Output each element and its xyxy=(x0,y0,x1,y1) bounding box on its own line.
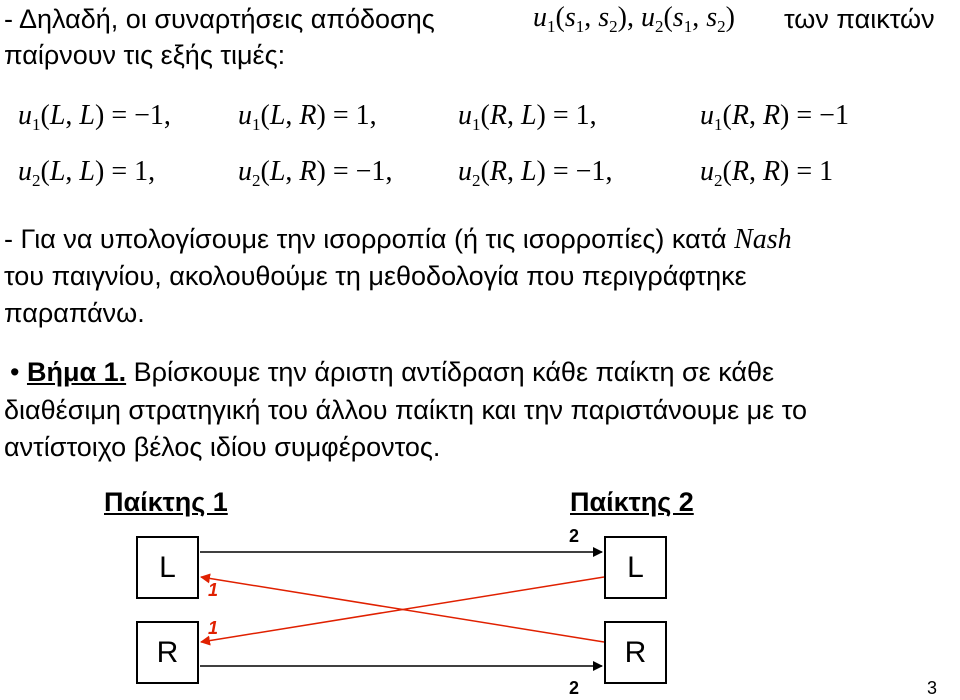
intro-suffix: των παικτών xyxy=(784,4,935,34)
p2-strategy-L: L xyxy=(604,536,667,599)
p2-arrow-top-label: 2 xyxy=(569,526,580,546)
intro-text: - Δηλαδή, οι συναρτήσεις απόδοσης xyxy=(4,4,435,34)
p1-arrow-bottom-label: 1 xyxy=(208,618,219,638)
p1-strategy-L: L xyxy=(136,536,199,599)
player-2-title: Παίκτης 2 xyxy=(570,487,694,517)
intro-line-2: παίρνουν τις εξής τιμές: xyxy=(4,40,286,70)
step-1-line-3: αντίστοιχο βέλος ιδίου συμφέροντος. xyxy=(4,432,441,462)
nash-term: Nash xyxy=(734,224,792,255)
method-line-1: - Για να υπολογίσουμε την ισορροπία (ή τις ισορροπίες) κατά Nash xyxy=(4,224,792,255)
method-line-3: παραπάνω. xyxy=(4,298,145,328)
payoff-u1-LR: $u_1(L$, R) = 1, xyxy=(238,100,377,134)
step-title: Βήμα 1. xyxy=(26,357,127,387)
payoff-u1-RR: $u_1(R$, R) = −1 xyxy=(700,100,849,134)
step-1-line-2: διαθέσιμη στρατηγική του άλλου παίκτη και την παριστάνουμε με το xyxy=(4,395,808,425)
payoff-u2-RL: $u_2(R$, L) = −1, xyxy=(458,156,613,190)
step-1-line-1: • Βήμα 1. Βρίσκουμε την άριστη αντίδραση κάθε παίκτη σε κάθε xyxy=(10,357,775,387)
bullet: • xyxy=(10,357,20,387)
p2-strategy-R: R xyxy=(604,621,667,684)
payoff-u2-LR: $u_2(L$, R) = −1, xyxy=(238,156,393,190)
payoff-functions-formula: $u_1(s_1$, $s_2$), $u_2(s_1$, $s_2$) xyxy=(533,2,735,36)
p1-arrow-top-label: 1 xyxy=(208,580,219,600)
p1-strategy-R: R xyxy=(136,621,199,684)
page-number: 3 xyxy=(927,678,938,698)
payoff-u1-RL: $u_1(R$, L) = 1, xyxy=(458,100,597,134)
payoff-u2-RR: $u_2(R$, R) = 1 xyxy=(700,156,834,190)
payoff-u2-LL: $u_2(L$, L) = 1, xyxy=(18,156,156,190)
p2-arrow-bottom-label: 2 xyxy=(569,678,580,698)
payoff-u1-LL: $u_1(L$, L) = −1, xyxy=(18,100,171,134)
method-line-2: του παιγνίου, ακολουθούμε τη μεθοδολογία που περιγράφτηκε xyxy=(4,261,747,291)
player-1-title: Παίκτης 1 xyxy=(104,487,228,517)
